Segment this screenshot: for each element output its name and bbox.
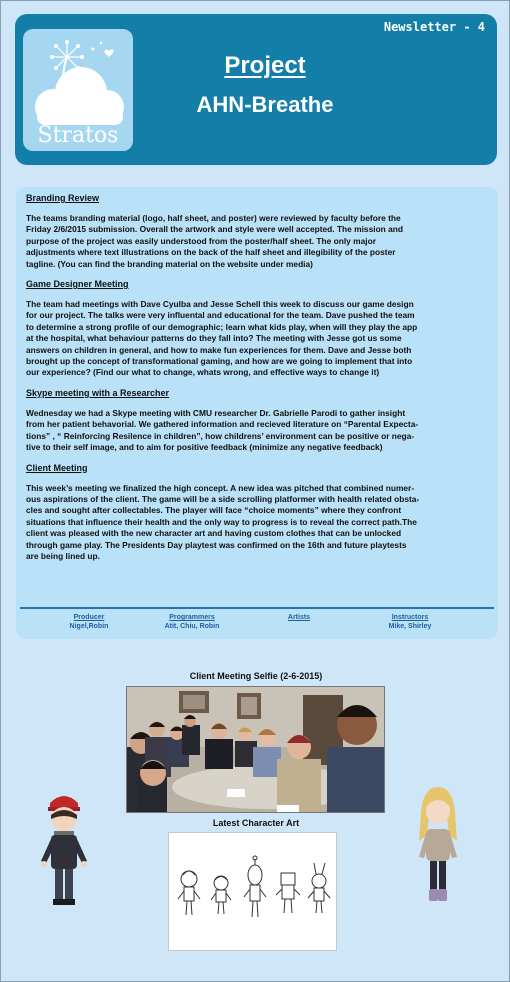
team-names: Mike, Shirley: [388, 623, 432, 630]
sections-list: [26, 193, 492, 562]
team-role: Instructors: [391, 614, 429, 621]
selfie-caption: Client Meeting Selfie (2-6-2015): [189, 671, 323, 681]
art-caption: Latest Character Art: [212, 818, 300, 828]
team-artists: [244, 613, 354, 622]
boy-character-icon: [34, 789, 94, 913]
section-body-skype: Wednesday we had a Skype meeting with CMU researcher Dr. Gabrielle Parodi to gather insight from her patient behavorial. We gathered information and recieved literature on “Parental Expecta- tions” , “ Reinforcing Resilence in children”, how childrens’ environment can be positive or nega- tive to their self image, and to aim for positive feedback (minimize any negative feedback): [26, 407, 419, 453]
team-names: Nigel,Robin: [69, 623, 109, 630]
team-role: Artists: [287, 614, 311, 621]
girl-character-icon: [413, 783, 463, 909]
logo-wordmark: Stratos: [37, 123, 119, 148]
section-heading-branding: Branding Review: [26, 193, 100, 203]
section-heading-skype: Skype meeting with a Researcher: [26, 387, 170, 398]
footer-divider: [20, 607, 494, 609]
content-panel: [16, 187, 498, 639]
issue-label: Newsletter - 4: [383, 20, 485, 34]
team-names: Atit, Chiu, Robin: [164, 623, 220, 630]
selfie-photo: [126, 686, 385, 813]
header-banner: [15, 14, 497, 165]
character-art-sheet: [168, 832, 337, 951]
team-programmers: [137, 613, 247, 631]
group-photo-image: [127, 687, 385, 813]
section-heading-client: Client Meeting: [26, 462, 88, 473]
stratos-logo: [23, 29, 133, 151]
team-instructors: [355, 613, 465, 631]
title-line-1: Project: [224, 52, 306, 79]
section-body-game-designer: The team had meetings with Dave Cyulba and Jesse Schell this week to discuss our game design for our project. The talks were very influental and educational for the team. Dave pushed the team to determine a strong profile of our demographic; learn what kids play, when will they play the app at the hospital, what behaviour patterns do they fall into? The meeting with Jesse got us some answers on children in general, and how to make fun experiences for them. Dave and Jesse both brought up the concept of transformational gaming, and how are we going to implement that into our experience? (Find our what to change, whats wrong, and effective ways to change it): [26, 299, 418, 378]
title-line-2: AHN-Breathe: [196, 92, 334, 117]
section-body-client: This week’s meeting we finalized the high concept. A new idea was pitched that combined numer- ous aspirations of the client. The game will be a side scrolling platformer with health related obsta- cles and sought after collectables. The player will face “choice moments” where they confront situations that influence their health and the only way to progress is to reveal the correct path.The client was pleased with the new character art and having custom clothes that can be unlocked through game play. The Presidents Day playtest was confirmed on the 16th and future playtests are being lined up.: [26, 482, 420, 561]
character-sketches-image: [169, 833, 337, 951]
section-heading-game-designer: Game Designer Meeting: [26, 279, 129, 290]
section-body-branding: The teams branding material (logo, half sheet, and poster) were reviewed by faculty before the Friday 2/6/2015 submission. Overall the artwork and style were well accepted. The mission and purpose of the project was easily understood from the poster/half sheet. The only major adjustments where text illustrations on the back of the half sheet and illegibility of the poster tagline. (You can find the branding material on the website under media): [26, 213, 404, 269]
team-role: Programmers: [169, 614, 215, 621]
team-role: Producer: [73, 614, 105, 621]
team-producer: [34, 613, 144, 631]
